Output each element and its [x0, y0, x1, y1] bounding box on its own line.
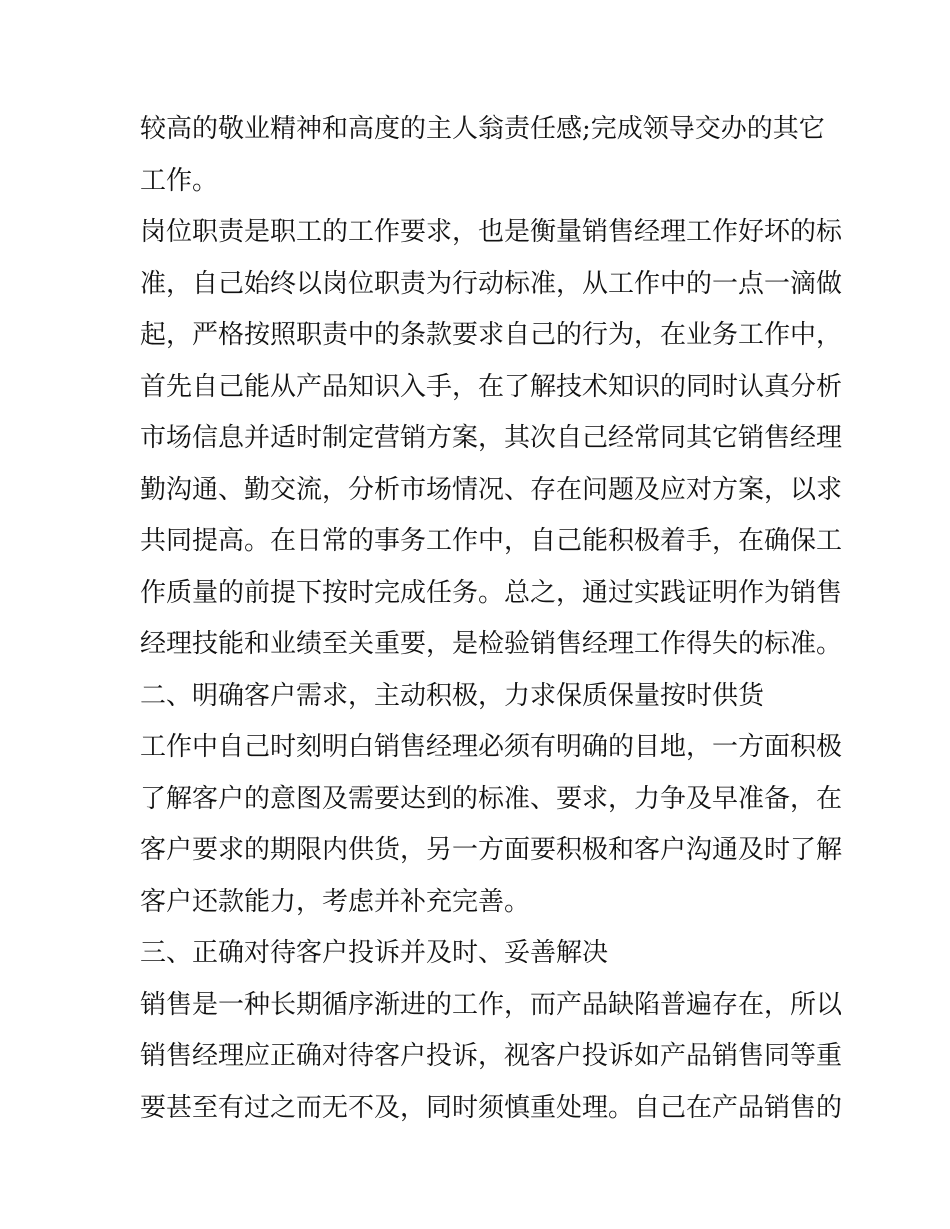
text-line: 工作。 [140, 165, 219, 196]
text-line: 经理技能和业绩至关重要，是检验销售经理工作得失的标准。 [140, 629, 843, 659]
text-line: 岗位职责是职工的工作要求，也是衡量销售经理工作好坏的标 [140, 217, 843, 247]
section-heading-2: 二、明确客户需求，主动积极，力求保质保量按时供货 [140, 680, 765, 711]
text-line: 作质量的前提下按时完成任务。总之，通过实践证明作为销售 [140, 577, 843, 608]
text-line: 市场信息并适时制定营销方案，其次自己经常同其它销售经理 [140, 423, 843, 453]
document-body [140, 104, 843, 1134]
text-line: 共同提高。在日常的事务工作中，自己能积极着手，在确保工 [140, 526, 843, 556]
text-line: 较高的敬业精神和高度的主人翁责任感;完成领导交办的其它 [140, 114, 825, 144]
text-line: 起，严格按照职责中的条款要求自己的行为，在业务工作中， [140, 320, 843, 350]
text-line: 勤沟通、勤交流，分析市场情况、存在问题及应对方案，以求 [140, 474, 843, 505]
text-line: 工作中自己时刻明白销售经理必须有明确的目地，一方面积极 [140, 732, 843, 762]
text-line: 客户要求的期限内供货，另一方面要积极和客户沟通及时了解 [140, 835, 843, 865]
text-line: 首先自己能从产品知识入手，在了解技术知识的同时认真分析 [140, 371, 843, 402]
section-heading-3: 三、正确对待客户投诉并及时、妥善解决 [140, 938, 609, 968]
text-line: 销售经理应正确对待客户投诉，视客户投诉如产品销售同等重 [140, 1041, 843, 1071]
text-line: 要甚至有过之而无不及，同时须慎重处理。自己在产品销售的 [140, 1092, 843, 1123]
text-line: 客户还款能力，考虑并补充完善。 [140, 886, 531, 917]
text-line: 准，自己始终以岗位职责为行动标准，从工作中的一点一滴做 [140, 268, 843, 299]
text-line: 销售是一种长期循序渐进的工作，而产品缺陷普遍存在，所以 [140, 989, 843, 1020]
text-line: 了解客户的意图及需要达到的标准、要求，力争及早准备，在 [140, 783, 843, 814]
